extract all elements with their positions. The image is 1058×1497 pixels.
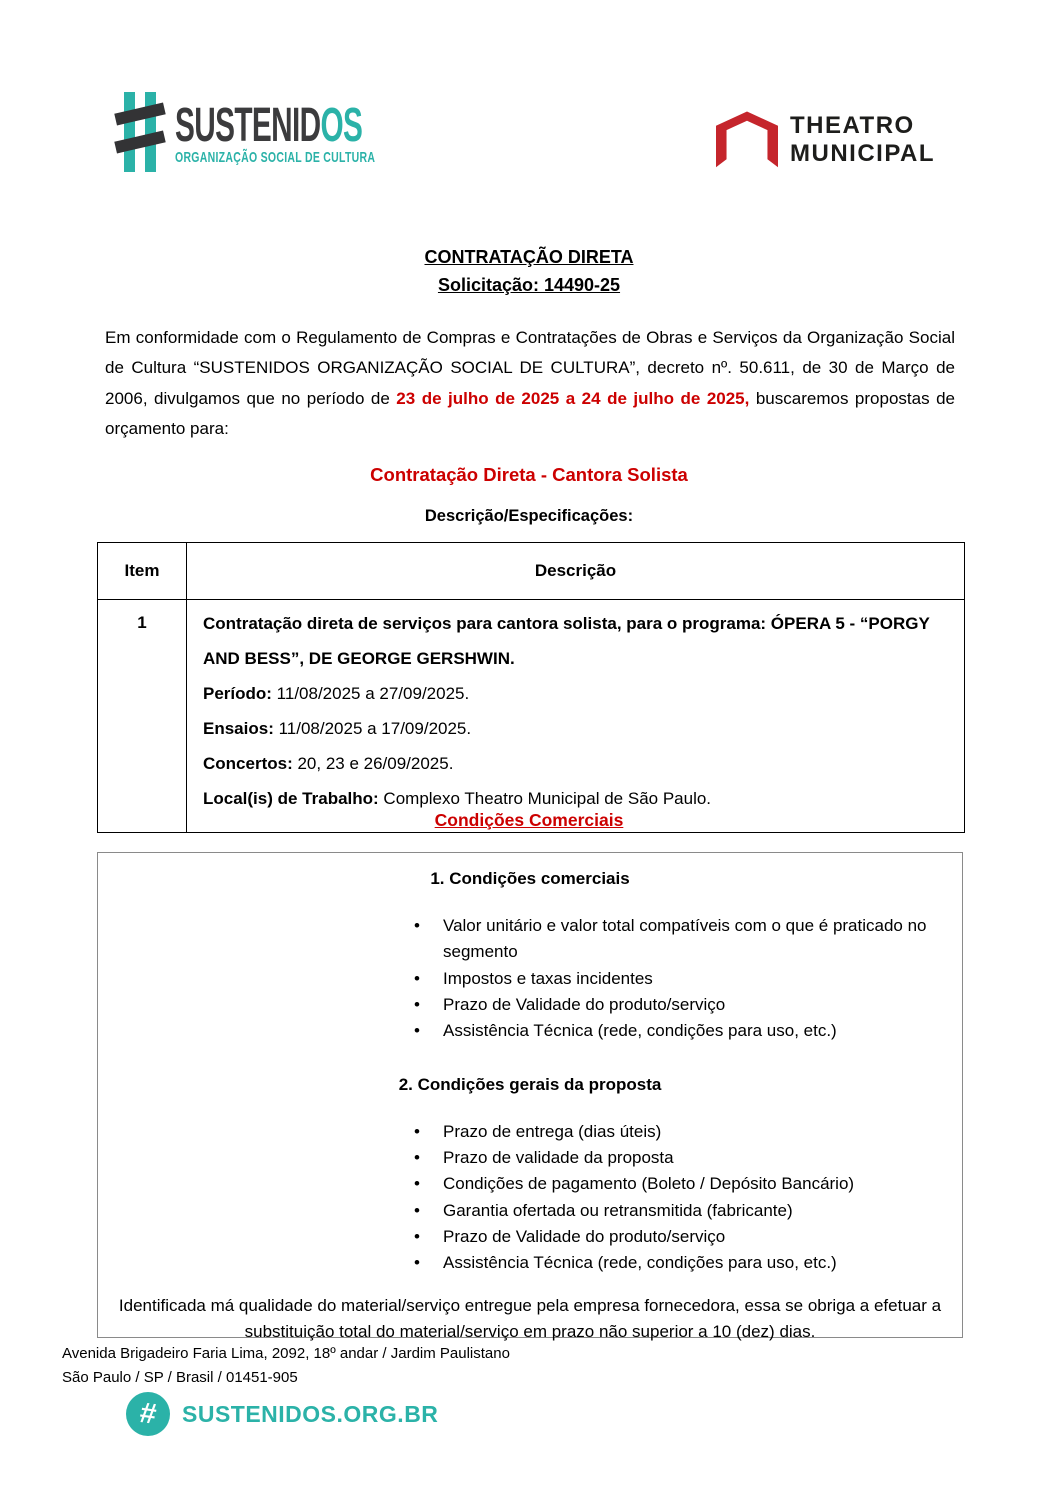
list-item: • Prazo de entrega (dias úteis) — [443, 1119, 952, 1145]
sustenidos-word-dark: SUSTENID — [175, 99, 321, 152]
theatro-wordmark — [790, 112, 935, 169]
list-item: • Assistência Técnica (rede, condições para uso, etc.) — [443, 1018, 952, 1044]
list-item: • Impostos e taxas incidentes — [443, 966, 952, 992]
table-row — [98, 600, 965, 833]
theatro-line2: MUNICIPAL — [790, 140, 936, 168]
list-item: • Prazo de Validade do produto/serviço — [443, 1224, 952, 1250]
description-field-ensaios: Ensaios: 11/08/2025 a 17/09/2025. — [203, 719, 472, 739]
intro-text-after: buscaremos propostas de orçamento para: — [105, 388, 955, 438]
condition-section-2-title: 2. Condições gerais da proposta — [398, 1074, 662, 1094]
document-title — [0, 244, 1058, 300]
list-item: • Valor unitário e valor total compatíveis com o que é praticado no segmento — [443, 913, 952, 966]
description-field-concertos: Concertos: 20, 23 e 26/09/2025. — [203, 754, 454, 774]
condition-list-1 — [98, 913, 962, 1045]
hash-bar — [114, 131, 165, 154]
hash-bar — [124, 92, 135, 172]
description-field-periodo: Período: 11/08/2025 a 27/09/2025. — [203, 684, 470, 704]
footer-address — [62, 1342, 510, 1390]
sustenidos-hash-icon — [118, 92, 170, 172]
intro-paragraph — [105, 323, 955, 444]
condition-list-2 — [98, 1119, 962, 1277]
theatro-arch-icon — [716, 106, 778, 174]
footer-hash-icon: # — [126, 1392, 170, 1436]
solicitation-number: Solicitação: 14490-25 — [437, 274, 621, 295]
subject-heading: Contratação Direta - Cantora Solista — [370, 464, 688, 485]
list-item: • Prazo de Validade do produto/serviço — [443, 992, 952, 1018]
footer-address-line2: São Paulo / SP / Brasil / 01451-905 — [62, 1369, 298, 1386]
list-item: • Condições de pagamento (Boleto / Depósito Bancário) — [443, 1171, 952, 1197]
intro-date-highlight: 23 de julho de 2025 a 24 de julho de 2025, — [396, 388, 750, 408]
description-field-local: Local(is) de Trabalho: Complexo Theatro Municipal de São Paulo. — [203, 789, 712, 809]
sustenidos-wordmark — [175, 99, 477, 166]
footer-site-text: SUSTENIDOS.ORG.BR — [182, 1401, 439, 1427]
table-header-descricao: Descrição — [187, 543, 965, 600]
list-item: • Garantia ofertada ou retransmitida (fabricante) — [443, 1198, 952, 1224]
sustenidos-tagline: ORGANIZAÇÃO SOCIAL DE CULTURA — [175, 149, 376, 166]
table-header-item: Item — [98, 543, 187, 600]
hash-bar — [114, 103, 165, 126]
title-line1: CONTRATAÇÃO DIRETA — [424, 247, 634, 267]
conditions-heading: Condições Comerciais — [434, 810, 624, 830]
description-lead: Contratação direta de serviços para cantora solista, para o programa: ÓPERA 5 - “PORGY AND BESS”, DE GEORGE GERSHWIN. — [203, 614, 930, 669]
footer-address-line1: Avenida Brigadeiro Faria Lima, 2092, 18º andar / Jardim Paulistano — [62, 1345, 510, 1362]
intro-text-before: Em conformidade com o Regulamento de Compras e Contratações de Obras e Serviços da Organização Social de Cultura “SUSTENIDOS ORGANIZAÇÃO SOCIAL DE CULTURA”, decreto nº. 50.611, de 30 de Março de 2006, divulgamos que no período de — [105, 328, 955, 408]
list-item: • Prazo de validade da proposta — [443, 1145, 952, 1171]
theatro-line1: THEATRO — [790, 112, 915, 139]
quality-note: Identificada má qualidade do material/serviço entregue pela empresa fornecedora, essa se obriga a efetuar a substituição total do material/serviço em prazo não superior a 10 (dez) dias. — [118, 1295, 942, 1342]
spec-heading: Descrição/Especificações: — [424, 507, 634, 525]
table-header-row — [98, 543, 965, 600]
condition-section-1-title: 1. Condições comerciais — [430, 869, 630, 888]
sustenidos-word-teal: OS — [320, 99, 363, 152]
item-number-cell: 1 — [98, 600, 187, 833]
spec-table — [97, 542, 965, 833]
list-item: • Assistência Técnica (rede, condições para uso, etc.) — [443, 1250, 952, 1276]
description-cell — [187, 600, 965, 833]
conditions-box — [97, 852, 963, 1342]
